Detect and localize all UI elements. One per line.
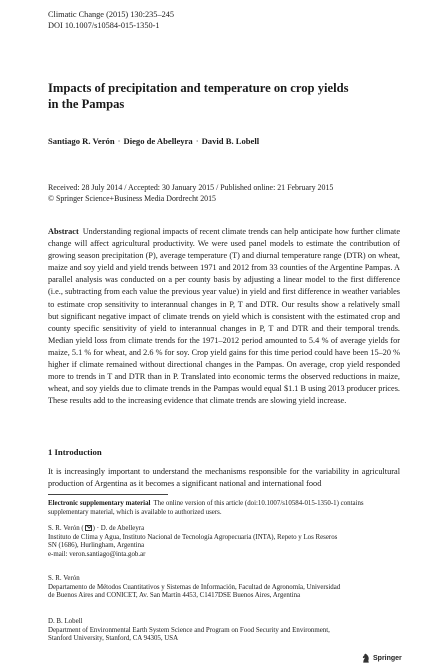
chess-knight-icon	[362, 653, 370, 663]
author-name: Diego de Abelleyra	[123, 136, 193, 146]
footnote-divider	[48, 494, 168, 495]
doi: DOI 10.1007/s10584-015-1350-1	[48, 20, 160, 30]
logo-wordmark: Springer	[373, 654, 402, 662]
footnote-text: The online version of this article (doi:10.1007/s10584-015-1350-1) contains supplementary material, which is available to authorized users.	[48, 500, 364, 516]
date-history: Received: 28 July 2014 / Accepted: 30 January 2015 / Published online: 21 February 2015	[48, 183, 334, 192]
title-line-2: in the Pampas	[48, 97, 125, 111]
affiliation-block	[48, 618, 400, 644]
affiliation-authors: S. R. Verón	[48, 575, 80, 582]
affiliation-line: de Buenos Aires and CONICET, Av. San Martín 4453, C1417DSE Buenos Aires, Argentina	[48, 592, 301, 600]
footnote-label: Electronic supplementary material	[48, 500, 151, 507]
affiliation-block	[48, 525, 400, 559]
affiliation-block	[48, 575, 400, 601]
publication-dates	[48, 183, 400, 204]
author-list	[48, 136, 400, 146]
copyright: © Springer Science+Business Media Dordrecht 2015	[48, 193, 217, 203]
intro-paragraph: It is increasingly important to understand the mechanisms responsible for the variability in agricultural production of Argentina as it becomes a significant national and international food	[48, 467, 400, 489]
affiliation-line: Stanford University, Stanford, CA 94305, USA	[48, 635, 179, 643]
affiliation-authors: D. B. Lobell	[48, 618, 83, 625]
title-line-1: Impacts of precipitation and temperature on crop yields	[48, 81, 349, 95]
article-title	[48, 80, 400, 112]
author-name: Santiago R. Verón	[48, 136, 115, 146]
journal-header	[48, 10, 400, 31]
abstract-text: Understanding regional impacts of recent climate trends can help anticipate how further climate change will affect agricultural productivity. We were used panel models to estimate the contribution of growing season precipitation (P), average temperature (T) and diurnal temperature range (DTR) on wheat, maize and soy yield and yield trends between 1971 and 2012 from 33 counties of the Argentine Pampas. A parallel analysis was conducted on a per county basis by adjusting a linear model to the first difference (i.e., subtracting from each value the previous year value) in yield and first difference in weather variables to estimate crop sensitivity to interannual changes in P, T and DTR. Our results show a relatively small but significant negative impact of climate trends on yield which is consistent with the estimated crop and county specific sensitivity of yield to interannual changes in P, T and DTR and their temporal trends. Median yield loss from climate trends for the 1971–2012 period amounted to 5.4 % of average yields for maize, 5.1 % for wheat, and 2.6 % for soy. Crop yield gains for this time period could have been 15–20 % higher if climate remained without directional changes in the Pampas. On average, crop yield responded more to trends in T and DTR than in P. Translated into economic terms the observed reductions in maize, wheat, and soy yields due to climate trends in the Pampas would equal $1.1 B using 2013 producer prices. These results add to the increasing evidence that climate trends are slowing yield increase.	[48, 227, 400, 406]
abstract	[48, 226, 400, 407]
publisher-logo	[362, 653, 402, 663]
author-name: David B. Lobell	[201, 136, 260, 146]
section-heading: 1 Introduction	[48, 447, 102, 457]
supplementary-footnote	[48, 500, 400, 517]
author-separator: ·	[117, 136, 121, 146]
affiliation-authors: S. R. Verón ( ) · D. de Abelleyra	[48, 525, 145, 532]
affiliation-line: Instituto de Clima y Agua, Instituto Nacional de Tecnología Agropecuaria (INTA), Repeto y Los Reseros	[48, 533, 338, 541]
affiliation-line: Department of Environmental Earth System Science and Program on Food Security and Environment,	[48, 626, 330, 634]
envelope-icon	[85, 525, 92, 531]
author-separator: ·	[195, 136, 199, 146]
affiliation-line: Departamento de Métodos Cuantitativos y Sistemas de Información, Facultad de Agronomía, Universidad	[48, 583, 341, 591]
affiliation-line: SN (1686), Hurlingham, Argentina	[48, 542, 145, 550]
abstract-label: Abstract	[48, 227, 79, 236]
journal-citation: Climatic Change (2015) 130:235–245	[48, 10, 175, 19]
author-email[interactable]: e-mail: veron.santiago@inta.gob.ar	[48, 550, 146, 558]
